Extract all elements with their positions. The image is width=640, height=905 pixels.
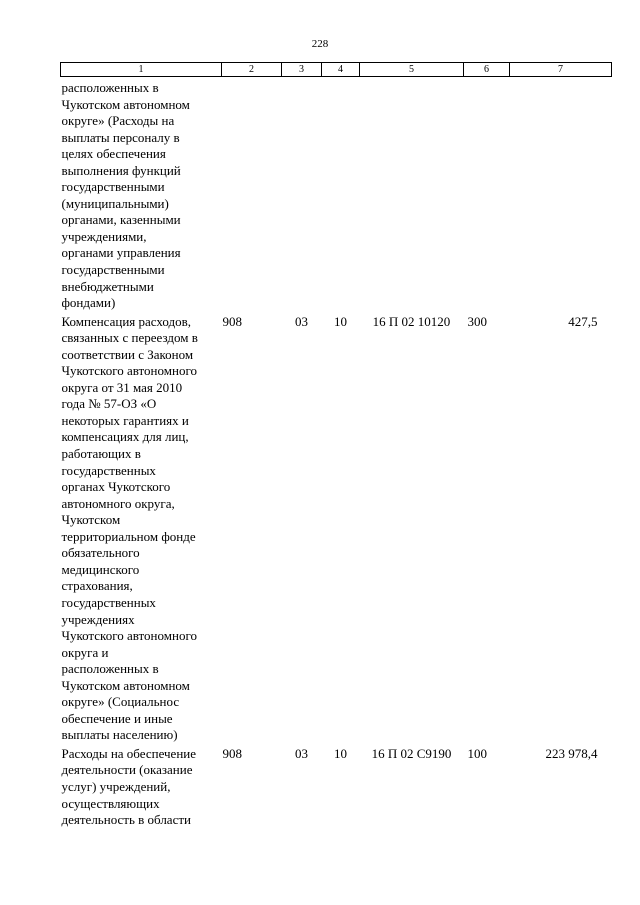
target-article-code: 16 П 02 С9190 bbox=[371, 745, 452, 761]
description-line: государственными bbox=[61, 262, 165, 278]
subsection-code: 10 bbox=[334, 313, 347, 329]
description-line: органами управления bbox=[61, 245, 181, 261]
description-line: целях обеспечения bbox=[61, 146, 166, 162]
description-line: фондами) bbox=[61, 295, 116, 311]
description-line: выполнения функций bbox=[61, 162, 181, 178]
description-line: обеспечение и иные bbox=[61, 710, 173, 726]
description-line: выплаты персоналу в bbox=[61, 129, 180, 145]
description-line: расположенных в bbox=[61, 661, 159, 677]
description-line: компенсациях для лиц, bbox=[61, 429, 189, 445]
description-line: государственных bbox=[61, 594, 156, 610]
expense-type-code: 300 bbox=[467, 313, 487, 329]
subsection-code bbox=[322, 77, 360, 312]
description-line: медицинского bbox=[61, 561, 140, 577]
column-header: 6 bbox=[464, 63, 510, 77]
description-line: связанных с переездом в bbox=[61, 330, 198, 346]
section-code: 03 bbox=[295, 313, 308, 329]
column-header: 3 bbox=[282, 63, 322, 77]
table-body bbox=[61, 77, 612, 829]
description-line: Чукотском автономном bbox=[61, 677, 190, 693]
description-line: учреждениях bbox=[61, 611, 135, 627]
row-description bbox=[61, 77, 222, 312]
amount: 223 978,4 bbox=[545, 745, 598, 761]
description-line: Чукотского автономного bbox=[61, 628, 197, 644]
table-row bbox=[61, 744, 612, 829]
description-line: Расходы на обеспечение bbox=[61, 745, 197, 761]
column-header: 7 bbox=[510, 63, 612, 77]
section-code bbox=[282, 77, 322, 312]
description-line: органах Чукотского bbox=[61, 479, 171, 495]
row-description bbox=[61, 312, 222, 744]
description-line: округе» (Расходы на bbox=[61, 113, 175, 129]
amount: 427,5 bbox=[568, 313, 598, 329]
description-line: осуществляющих bbox=[61, 795, 160, 811]
description-line: соответствии с Законом bbox=[61, 346, 194, 362]
description-line: внебюджетными bbox=[61, 278, 154, 294]
description-line: обязательного bbox=[61, 545, 140, 561]
description-line: округа от 31 мая 2010 bbox=[61, 379, 183, 395]
target-article-code: 16 П 02 10120 bbox=[372, 313, 451, 329]
table-row bbox=[61, 312, 612, 744]
target-article-code bbox=[360, 77, 464, 312]
description-line: расположенных в bbox=[61, 80, 159, 95]
description-line: года № 57-ОЗ «О bbox=[61, 396, 157, 412]
expense-type-code bbox=[464, 77, 510, 312]
subsection-code: 10 bbox=[334, 745, 347, 761]
section-code: 03 bbox=[295, 745, 308, 761]
admin-code bbox=[222, 77, 282, 312]
description-line: органами, казенными bbox=[61, 212, 181, 228]
description-line: деятельности (оказание bbox=[61, 762, 193, 778]
description-line: (муниципальными) bbox=[61, 195, 169, 211]
description-line: услуг) учреждений, bbox=[61, 778, 171, 794]
description-line: деятельность в области bbox=[61, 812, 191, 828]
amount bbox=[510, 77, 612, 312]
column-header: 1 bbox=[61, 63, 222, 77]
description-line: автономного округа, bbox=[61, 495, 175, 511]
description-line: выплаты населению) bbox=[61, 727, 178, 743]
page-number: 228 bbox=[311, 38, 329, 50]
expense-type-code: 100 bbox=[467, 745, 487, 761]
description-line: Чукотском bbox=[61, 512, 121, 528]
description-line: учреждениями, bbox=[61, 228, 147, 244]
description-line: некоторых гарантиях и bbox=[61, 412, 189, 428]
description-line: Чукотского автономного bbox=[61, 363, 197, 379]
column-header: 2 bbox=[222, 63, 282, 77]
description-line: государственными bbox=[61, 179, 165, 195]
description-line: округе» (Социальнос bbox=[61, 694, 180, 710]
column-header: 5 bbox=[360, 63, 464, 77]
description-line: Компенсация расходов, bbox=[61, 313, 192, 329]
table-row bbox=[61, 77, 612, 312]
budget-table bbox=[60, 62, 612, 829]
admin-code: 908 bbox=[222, 745, 242, 761]
description-line: работающих в bbox=[61, 446, 141, 462]
description-line: территориальном фонде bbox=[61, 528, 196, 544]
description-line: округа и bbox=[61, 644, 109, 660]
description-line: Чукотском автономном bbox=[61, 96, 190, 112]
column-number-header bbox=[61, 63, 612, 77]
description-line: страхования, bbox=[61, 578, 133, 594]
column-header: 4 bbox=[322, 63, 360, 77]
admin-code: 908 bbox=[222, 313, 242, 329]
row-description bbox=[61, 744, 222, 829]
description-line: государственных bbox=[61, 462, 156, 478]
